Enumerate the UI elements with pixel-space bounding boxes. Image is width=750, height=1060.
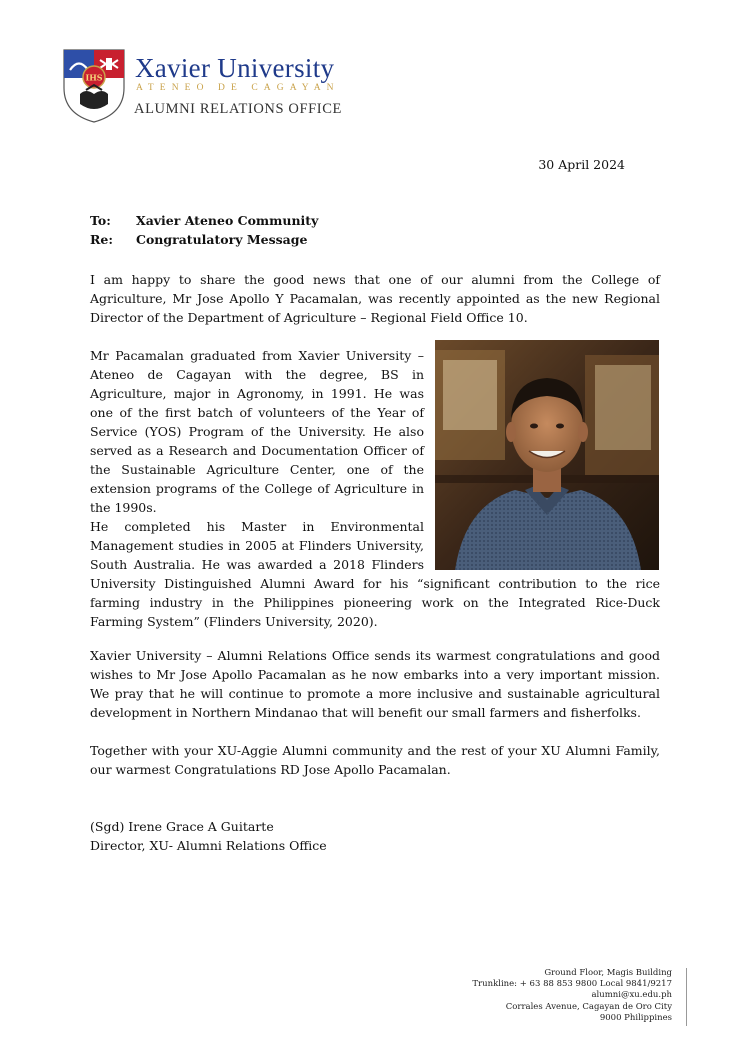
signatory-name: (Sgd) Irene Grace A Guitarte [90,819,274,834]
university-name: Xavier University [135,53,335,83]
re-label: Re: [90,232,113,247]
footer-divider [686,968,687,1026]
paragraph-5: Together with your XU-Aggie Alumni community and the rest of your XU Alumni Family, our warmest Congratulations RD Jose Apollo Pacamalan. [90,743,660,777]
signature-block [90,817,327,855]
paragraph-2: Mr Pacamalan graduated from Xavier University – Ateneo de Cagayan with the degree, BS in Agriculture, major in Agronomy, in 1991. He was one of the first batch of volunteers of the Year of Service (YOS) Program of the University. He also served as a Research and Documentation Officer of the Sustainable Agriculture Center, one of the extension programs of the College of Agriculture in the 1990s. [90,348,424,515]
re-line [90,232,318,251]
to-line [90,213,318,232]
footer-email: alumni@xu.edu.ph [591,990,672,1001]
paragraph-1: I am happy to share the good news that one of our alumni from the College of Agriculture, Mr Jose Apollo Y Pacamalan, was recently appointed as the new Regional Director of the Department of Agriculture – Regional Field Office 10. [90,272,660,325]
svg-text:IHS: IHS [85,72,103,83]
office-name: ALUMNI RELATIONS OFFICE [134,101,342,117]
to-label: To: [90,213,111,228]
re-value: Congratulatory Message [136,232,308,247]
footer-contact [472,968,680,1024]
to-value: Xavier Ateneo Community [136,213,319,228]
letter-date: 30 April 2024 [538,157,625,172]
paragraph-4: Xavier University – Alumni Relations Office sends its warmest congratulations and good wishes to Mr Jose Apollo Pacamalan as he now embarks into a very important mission. We pray that he will continue to promote a more inclusive and sustainable agricultural development in Northern Mindanao that will benefit our small farmers and fisherfolks. [90,648,660,720]
footer-address-building: Ground Floor, Magis Building [544,968,672,978]
footer-address-street: Corrales Avenue, Cagayan de Oro City [505,1001,672,1012]
address-block [90,213,318,251]
paragraph-3-part-1: He completed his Master in Environmental Management studies in 2005 at Flinders University, South Australia. He was awarded a 2018 Flinders [90,519,424,572]
university-subtitle: ATENEO DE CAGAYAN [136,83,340,93]
signatory-title: Director, XU- Alumni Relations Office [90,838,327,853]
footer-phone: Trunkline: + 63 88 853 9800 Local 9841/9217 [472,979,672,990]
university-seal-icon [62,48,126,124]
paragraph-3 [90,517,660,631]
footer-address-postal: 9000 Philippines [599,1012,672,1023]
paragraph-3-part-2: University Distinguished Alumni Award for his “significant contribution to the rice farming industry in the Philippines pioneering work on the Integrated Rice-Duck Farming System” (Flinders University, 2020). [90,576,660,629]
